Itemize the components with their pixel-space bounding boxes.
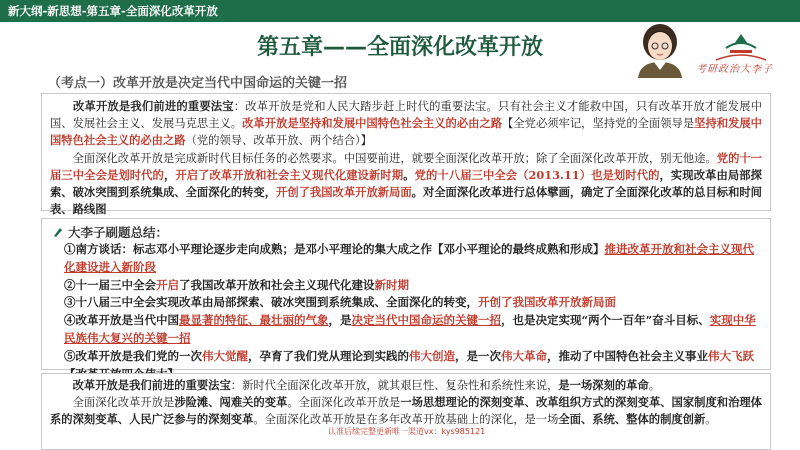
text-run: 改革开放是坚持和发展中国特色社会主义的必由之路	[242, 116, 503, 131]
text-run: 。	[403, 167, 415, 182]
summary-heading	[52, 223, 168, 241]
text-run: ，推动了中国特色社会主义事业	[547, 348, 708, 363]
text-run: （党的领导、改革开放、两个结合）】	[185, 134, 372, 148]
text-run: 伟大革命	[501, 348, 547, 363]
summary-item	[64, 241, 762, 277]
text-run: 伟大飞跃	[708, 348, 754, 363]
text-run: 开创了我国改革开放新局面	[276, 185, 412, 200]
text-run: 实现中华民族伟大复兴的关键一招	[64, 313, 756, 345]
text-run: ，孕育了我们党从理论到实践的	[248, 348, 409, 363]
panel-summary	[41, 218, 771, 370]
section-subheading: （考点一）改革开放是决定当代中国命运的关键一招	[48, 76, 348, 91]
text-run: 。对全面深化改革进行总体擘画，确定了全面深化改革的总目标和时间表、路线图	[50, 185, 762, 217]
text-run: ，是一次	[455, 348, 501, 363]
teacher-avatar-icon	[632, 20, 688, 78]
breadcrumb: 新大纲-新思想-第五章-全面深化改革开放	[8, 4, 218, 18]
panel-3-text	[50, 377, 762, 429]
text-run: ，也是决定实现“两个一百年”奋斗目标、	[501, 313, 710, 328]
summary-item	[64, 294, 762, 312]
text-run: ③十八届三中全会实现改革由局部探索、破冰突围到系统集成、全面深化的转变，	[64, 295, 478, 310]
panel-1-text	[50, 98, 762, 218]
top-banner	[0, 0, 800, 22]
text-run: 决定当代中国命运的关键一招	[351, 313, 501, 328]
text-run: 党的十八届三中全会（2013.11）也是划时代的	[414, 167, 660, 182]
summary-item	[64, 312, 762, 348]
panel-deepening-reform	[41, 373, 771, 450]
text-run: 推进改革开放和社会主义现代化建设进入新阶段	[64, 242, 754, 274]
text-run: 全面深化改革开放是完成新时代目标任务的必然要求。中国要前进，就要全面深化改革开放；除了全面深化改革开放，别无他途。	[50, 151, 717, 165]
text-run: 。全面深化改革开放是	[287, 396, 401, 410]
text-run: 。全面深化改革开放是在多年改革开放基础上的深化，是一场	[253, 413, 559, 427]
page-title: 第五章——全面深化改革开放	[256, 35, 543, 60]
contact-watermark: 认准后续完整更新唯一渠道vx：kys985121	[328, 427, 486, 436]
text-run: 了我国改革开放和社会主义现代化建设	[179, 277, 375, 292]
text-run: 新时期	[374, 277, 409, 292]
text-run: 改革开放是我们前进的重要法宝	[50, 378, 231, 392]
text-run: 。	[705, 413, 717, 427]
panel-reform-importance	[41, 93, 771, 217]
text-run: 一场思想理论的深刻变革、改革组织方式的深刻变革、国家制度和治理体系的深刻变革、人民广泛参与的深刻变革	[50, 395, 762, 427]
text-run: 是一场深刻的革命	[558, 378, 649, 392]
text-run: 最显著的特征、最壮丽的气象	[179, 313, 329, 328]
text-run: 党的十一届三中全会是划时代的	[50, 150, 762, 182]
text-run: 全面、系统、整体的制度创新	[558, 412, 706, 427]
text-run: ②十一届三中全会	[64, 277, 156, 292]
summary-list	[64, 241, 762, 383]
brand-logo-text: 考研政治大李子	[696, 64, 773, 75]
text-run: ，	[163, 167, 176, 182]
text-run: 。	[648, 379, 661, 392]
text-run: ：新时代全面深化改革开放，就其艰巨性、复杂性和系统性来说，	[230, 379, 559, 392]
text-run: 开创了我国改革开放新局面	[478, 295, 616, 310]
text-run: ⑤改革开放是我们党的一次	[64, 348, 202, 363]
summary-heading-text: 大李子刷题总结：	[68, 225, 169, 240]
summary-item	[64, 277, 762, 295]
text-run: ：改革开放是党和人民大踏步赶上时代的重要法宝。只有社会主义才能救中国，只有改革开放才能发展中国、发展社会主义、发展马克思主义。	[50, 100, 762, 131]
text-run: ，是	[328, 313, 352, 328]
pencil-icon	[52, 226, 64, 238]
text-run: ，实现改革由局部探索、破冰突围到系统集成、全面深化的转变，	[50, 167, 762, 200]
text-run: 伟大创造	[409, 348, 455, 363]
text-run: ①南方谈话：标志邓小平理论逐步走向成熟；是邓小平理论的集大成之作【邓小平理论的最终成熟和形成】	[64, 242, 605, 256]
text-run: 开启	[156, 277, 179, 292]
text-run: 涉险滩、闯难关的变革	[174, 395, 288, 410]
text-run: 全面深化改革开放是	[50, 396, 175, 410]
text-run: 伟大觉醒	[202, 348, 248, 363]
text-run: ④改革开放是当代中国	[64, 313, 179, 328]
text-run: 坚持和发展中国特色社会主义的必由之路	[50, 116, 762, 148]
text-run: 改革开放是我们前进的重要法宝	[50, 99, 234, 113]
text-run: 【全党必须牢记，坚持党的全面领导是	[502, 117, 695, 131]
text-run: 开启了改革开放和社会主义现代化建设新时期	[175, 167, 404, 182]
